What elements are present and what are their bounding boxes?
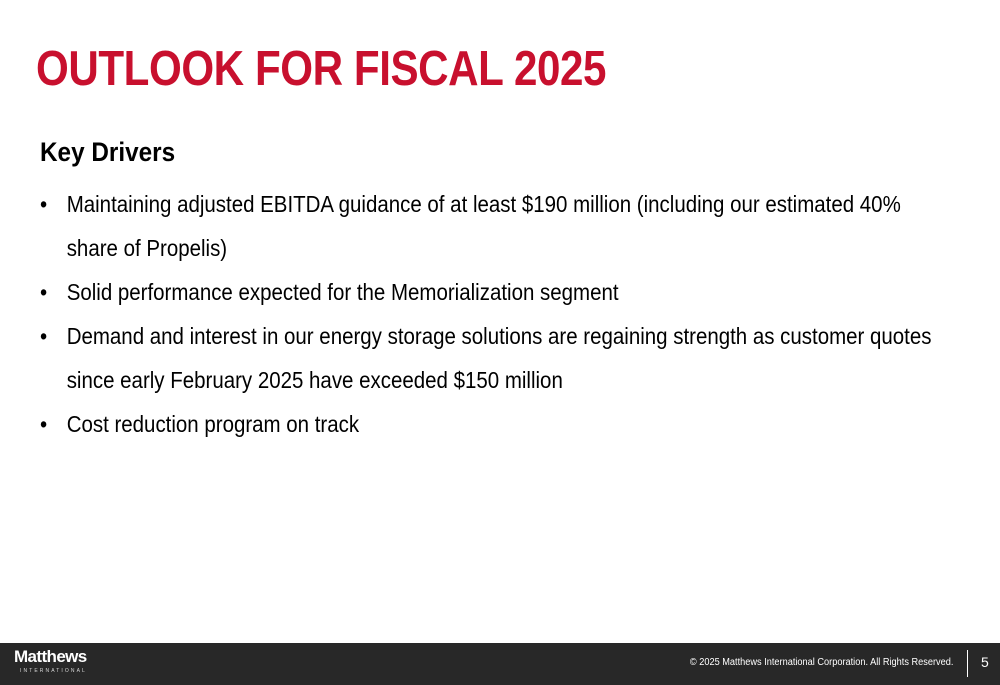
section-heading: Key Drivers [40,137,176,167]
bullet-text: Solid performance expected for the Memorialization segment [66,279,619,305]
logo-wordmark: Matthews [14,647,87,666]
footer-bar [0,643,1000,685]
bullet-item-ebitda-guidance [40,182,957,270]
bullet-item-energy-storage [40,314,957,402]
slide-title: OUTLOOK FOR FISCAL 2025 [36,42,607,96]
copyright-notice: © 2025 Matthews International Corporation. All Rights Reserved. [689,657,953,668]
bullet-item-memorialization [40,270,957,314]
bullet-dot-icon: • [40,191,48,217]
bullet-dot-icon: • [40,411,48,437]
page-number: 5 [981,654,989,670]
footer-divider [967,650,968,677]
bullet-item-cost-reduction [40,402,957,446]
bullet-dot-icon: • [40,323,48,349]
bullet-text: Cost reduction program on track [66,411,360,437]
key-drivers-list [40,182,957,446]
bullet-text: Demand and interest in our energy storage solutions are regaining strength as customer quotes since early February 2025 have exceeded $150 million [66,323,932,393]
logo-subtitle: INTERNATIONAL [20,668,87,674]
matthews-logo [14,647,87,675]
bullet-text: Maintaining adjusted EBITDA guidance of at least $190 million (including our estimated 40% share of Propelis) [66,191,901,261]
bullet-dot-icon: • [40,279,48,305]
